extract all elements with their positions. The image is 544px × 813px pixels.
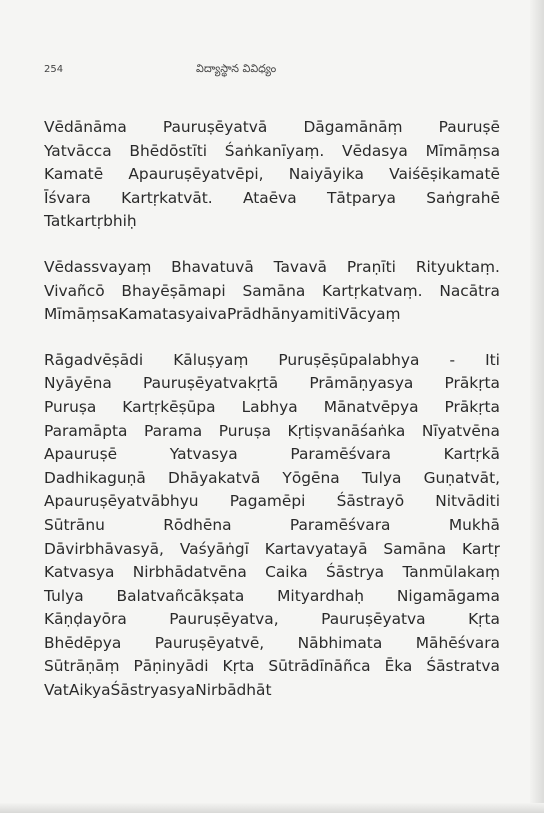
word: Samāna (383, 539, 447, 558)
word: Nyāyēna (44, 374, 112, 393)
word: Vat (44, 681, 69, 700)
text-line (44, 514, 500, 538)
word: Paramēśvara (290, 445, 391, 464)
word: Kamatē (44, 165, 104, 184)
text-line (44, 420, 500, 444)
word: Dāvirbhāvasyā, (44, 539, 164, 558)
word: Rityuktaṃ. (415, 257, 500, 276)
word: Sūtrānu (44, 515, 105, 534)
text-line (44, 372, 500, 396)
word: Pauruṣēyatva (321, 610, 426, 629)
word: Śāstrya (325, 563, 385, 582)
word: Bhavatuvā (171, 257, 254, 276)
word: Apauruṣēyatvābhyu (44, 492, 199, 511)
text-line (44, 396, 500, 420)
word: Kṛtiṣvanāśaṅka (287, 421, 406, 440)
word: Balatvañcākṣata (116, 586, 245, 605)
text-line (44, 187, 500, 211)
word: Tātparya (327, 188, 396, 207)
word: Mityardhaḥ (277, 586, 365, 605)
word: Kamatasyaiva (118, 305, 227, 324)
word: Mānatvēpya (323, 397, 419, 416)
word: Kāṇḍayōra (44, 610, 127, 629)
word: Māhēśvara (415, 633, 500, 652)
word: Pauruṣēyatvā (162, 118, 268, 136)
word: Samāna (242, 281, 306, 300)
page-number: 254 (44, 64, 64, 75)
word: Tatkartṛbhiḥ (44, 212, 137, 231)
word: Bhayēṣāmapi (121, 281, 226, 300)
word: Kartṛkā (443, 445, 500, 464)
word: Caika (265, 563, 308, 582)
text-line (44, 467, 500, 491)
word: Puruṣēṣūpalabhya (278, 350, 420, 369)
word: Tavavā (273, 257, 327, 276)
word: Vēdasya (342, 141, 408, 160)
paragraph (44, 349, 500, 703)
word: Pāṇinyādi (133, 657, 209, 676)
word: Bhēdēpya (44, 633, 122, 652)
word: Puruṣa (218, 421, 272, 440)
word: Ataēva (242, 188, 297, 207)
word: Labhya (241, 397, 298, 416)
word: Dāgamānāṃ (303, 118, 403, 136)
word: Aikya (68, 681, 111, 700)
word: Kāluṣyaṃ (173, 350, 249, 369)
word: Puruṣa (44, 397, 97, 416)
word: Apauruṣēyatvēpi, (128, 165, 264, 184)
paragraph (44, 256, 500, 327)
word: Dadhikaguṇā (44, 468, 146, 487)
word: Śāstrayō (336, 492, 405, 511)
word: Kartṛkatvāt. (121, 188, 213, 207)
page-header (44, 62, 504, 80)
word: Ēka (384, 657, 413, 676)
word: Yatvasya (169, 445, 238, 464)
word: Śāstryasya (110, 681, 196, 700)
word: Kartṛ (462, 539, 500, 558)
word: Praṇīti (346, 257, 396, 276)
text-line (44, 655, 500, 679)
text-line (44, 679, 500, 703)
word: Pauruṣēyatvē, (154, 633, 265, 652)
page-edge-right (530, 0, 544, 813)
word: Bhēdōstīti (129, 141, 208, 160)
word: Tulya (44, 586, 84, 605)
text-line (44, 303, 500, 327)
word: Vēdassvayaṃ (44, 257, 152, 276)
text-line (44, 538, 500, 562)
word: Iti (485, 350, 500, 369)
word: Sūtrāṇāṃ (44, 657, 120, 676)
word: Paramēśvara (289, 515, 391, 534)
word: Kṛta (468, 610, 500, 629)
word: Pagamēpi (229, 492, 306, 511)
word: Saṅgrahē (426, 188, 500, 207)
word: Yōgēna (282, 468, 340, 487)
word: Yatvācca (44, 141, 112, 160)
word: Mīmāṃsa (44, 305, 119, 324)
word: Kṛta (222, 657, 255, 676)
word: Kartṛkēṣūpa (122, 397, 216, 416)
word: Nitvāditi (435, 492, 500, 511)
word: Vēdānāma (44, 118, 127, 136)
body-text (44, 116, 500, 725)
word: Īśvara (44, 188, 91, 207)
word: Guṇatvāt, (423, 468, 500, 487)
text-line (44, 608, 500, 632)
word: Tanmūlakaṃ (402, 563, 500, 582)
text-line (44, 116, 500, 140)
word: Vaiśēṣikamatē (389, 165, 500, 184)
text-line (44, 256, 500, 280)
running-title: విద్యాస్థాన వివిధ్యం (196, 62, 277, 75)
word: Kartṛkatvaṃ. (322, 281, 423, 300)
text-line (44, 349, 500, 373)
text-line (44, 561, 500, 585)
word: Pauruṣēyatva, (169, 610, 279, 629)
word: Naiyāyika (288, 165, 364, 184)
word: Vācyaṃ (338, 305, 401, 324)
word: Dhāyakatvā (168, 468, 261, 487)
word: Sūtrādīnāñca (268, 657, 371, 676)
word: Prākṛta (444, 374, 500, 393)
word: Tulya (361, 468, 402, 487)
word: Nigamāgama (396, 586, 500, 605)
word: Parama (143, 421, 203, 440)
word: Prādhānyamiti (226, 305, 339, 324)
text-line (44, 632, 500, 656)
text-line (44, 140, 500, 164)
word: Vivañcō (44, 281, 105, 300)
text-line (44, 490, 500, 514)
text-line (44, 585, 500, 609)
word: - (449, 350, 456, 369)
word: Paramāpta (44, 421, 128, 440)
word: Śāstratva (426, 657, 500, 676)
word: Mukhā (448, 515, 500, 534)
word: Pauruṣē (438, 118, 500, 136)
word: Apauruṣē (44, 445, 118, 464)
word: Kartavyatayā (264, 539, 368, 558)
word: Nābhimata (297, 633, 383, 652)
word: Vaśyāṅgī (179, 539, 249, 558)
word: Nirbhādatvēna (132, 563, 247, 582)
paragraph (44, 116, 500, 234)
word: Prākṛta (444, 397, 500, 416)
word: Nacātra (439, 281, 500, 300)
text-line (44, 163, 500, 187)
word: Katvasya (44, 563, 115, 582)
text-line (44, 443, 500, 467)
word: Rōdhēna (163, 515, 232, 534)
page-edge-bottom (0, 803, 544, 813)
text-line (44, 280, 500, 304)
word: Pauruṣēyatvakṛtā (142, 374, 279, 393)
word: Prāmāṇyasya (309, 374, 414, 393)
word: Nirbādhāt (195, 681, 272, 700)
word: Nīyatvēna (421, 421, 500, 440)
word: Mīmāṃsa (425, 141, 500, 160)
word: Śaṅkanīyaṃ. (224, 141, 325, 160)
word: Rāgadvēṣādi (44, 350, 144, 369)
text-line (44, 210, 500, 234)
